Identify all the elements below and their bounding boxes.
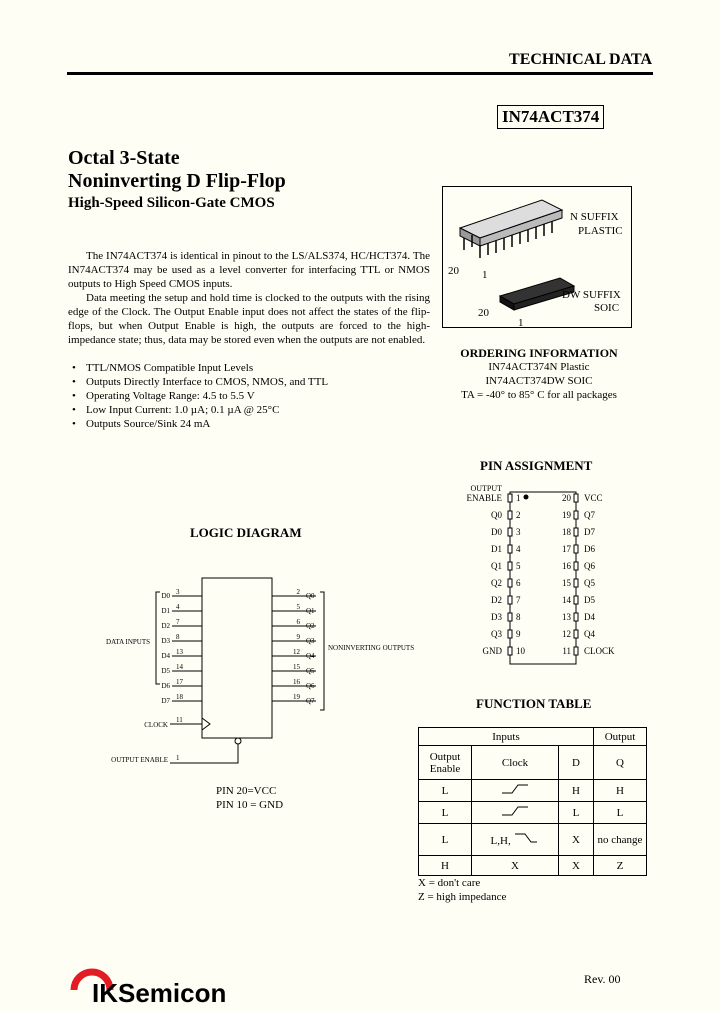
dw-suffix-label: DW SUFFIX xyxy=(562,289,621,301)
output-label: Q5 xyxy=(306,667,315,675)
ft-col-clock: Clock xyxy=(472,746,559,780)
pin-label-left: D2 xyxy=(491,595,502,605)
pin-label-right: D4 xyxy=(584,612,595,622)
ft-col-d: D xyxy=(559,746,594,780)
ft-cell: L xyxy=(419,802,472,824)
ft-col-q: Q xyxy=(594,746,647,780)
table-row xyxy=(419,824,647,856)
ft-cell: L xyxy=(419,780,472,802)
ordering-line3: TA = -40° to 85° C for all packages xyxy=(461,389,617,401)
pin20-note: PIN 20=VCC xyxy=(216,785,277,797)
pin-label-right: Q6 xyxy=(584,561,595,571)
n-pin20-label: 20 xyxy=(448,265,459,277)
ft-cell: L xyxy=(594,802,647,824)
pin-number-right: 18 xyxy=(562,527,571,537)
ft-cell: X xyxy=(472,856,559,876)
ft-cell: H xyxy=(559,780,594,802)
input-pin: 3 xyxy=(176,588,180,596)
pin-label-left: D3 xyxy=(491,612,502,622)
ft-cell: X xyxy=(559,856,594,876)
ordering-line2: IN74ACT374DW SOIC xyxy=(485,375,593,387)
output-label: Q1 xyxy=(306,607,315,615)
output-label: Q6 xyxy=(306,682,315,690)
description-p2: Data meeting the setup and hold time is clocked to the outputs with the rising edge of the Clock. The Output Enable input does not affect the states of the flip-flops, but when Output Enable is high, the outputs are forced to the high-impedance state; thus, data may be stored even when the outputs are not enabled. xyxy=(68,292,430,346)
clock-label: CLOCK xyxy=(144,721,168,729)
ft-note2: Z = high impedance xyxy=(418,891,507,903)
feature-list xyxy=(72,361,328,431)
input-label: D4 xyxy=(161,652,170,660)
n-type-label: PLASTIC xyxy=(578,225,623,237)
input-label: D6 xyxy=(161,682,170,690)
pin-label-right: Q4 xyxy=(584,629,595,639)
feature-item: • Low Input Current: 1.0 µA; 0.1 µA @ 25°C xyxy=(72,403,328,417)
ft-note1: X = don't care xyxy=(418,877,481,889)
feature-item: • Outputs Source/Sink 24 mA xyxy=(72,417,328,431)
pin-number-left: 5 xyxy=(516,561,521,571)
pin-assignment-heading: PIN ASSIGNMENT xyxy=(480,458,593,473)
pin-label-left: Q0 xyxy=(491,510,502,520)
ft-col-oe: Output Enable xyxy=(419,746,472,780)
pin-number-left: 6 xyxy=(516,578,521,588)
pin10-note: PIN 10 = GND xyxy=(216,799,284,811)
pin-number-right: 15 xyxy=(562,578,571,588)
input-label: D0 xyxy=(161,592,170,600)
header-rule xyxy=(67,72,653,75)
document-type: TECHNICAL DATA xyxy=(509,51,652,68)
output-label: Q2 xyxy=(306,622,315,630)
pin-label-left: D0 xyxy=(491,527,502,537)
ft-cell: no change xyxy=(594,824,647,856)
title-line1: Octal 3-State xyxy=(68,147,180,169)
pin-number-right: 19 xyxy=(562,510,571,520)
dw-type-label: SOIC xyxy=(594,302,620,314)
dip-package-icon xyxy=(460,200,562,258)
pin-label-left: Q3 xyxy=(491,629,502,639)
output-pin: 19 xyxy=(293,693,300,701)
input-pin: 7 xyxy=(176,618,180,626)
feature-item: • TTL/NMOS Compatible Input Levels xyxy=(72,361,328,375)
pin-number-left: 3 xyxy=(516,527,521,537)
feature-item: • Outputs Directly Interface to CMOS, NMOS, and TTL xyxy=(72,375,328,389)
n-suffix-label: N SUFFIX xyxy=(570,211,619,223)
table-row xyxy=(419,856,647,876)
output-pin: 2 xyxy=(296,588,300,596)
pin-label-right: D6 xyxy=(584,544,595,554)
pin-number-right: 20 xyxy=(562,493,571,503)
pin-label-right: Q5 xyxy=(584,578,595,588)
output-pin: 12 xyxy=(293,648,300,656)
output-pin: 9 xyxy=(296,633,300,641)
pin-number-right: 11 xyxy=(562,646,571,656)
pin-assignment-diagram xyxy=(450,480,630,670)
ft-clock-cell: L,H, xyxy=(472,824,559,856)
falling-edge-icon xyxy=(513,832,539,844)
pin-label-left: Q1 xyxy=(491,561,502,571)
dw-pin20-label: 20 xyxy=(478,307,489,319)
n-pin1-label: 1 xyxy=(482,269,488,281)
output-pin: 15 xyxy=(293,663,300,671)
ft-output-header: Output xyxy=(594,728,647,746)
output-pin: 16 xyxy=(293,678,300,686)
title-line2: Noninverting D Flip-Flop xyxy=(68,170,286,192)
ft-cell: H xyxy=(419,856,472,876)
pin-number-right: 12 xyxy=(562,629,571,639)
pin1-dot xyxy=(524,495,529,500)
description xyxy=(68,249,430,347)
function-table-heading: FUNCTION TABLE xyxy=(476,696,592,711)
pin-number-left: 9 xyxy=(516,629,521,639)
ft-cell: H xyxy=(594,780,647,802)
pin-number-left: 8 xyxy=(516,612,521,622)
output-label: Q7 xyxy=(306,697,315,705)
clock-pin: 11 xyxy=(176,716,183,724)
input-label: D5 xyxy=(161,667,170,675)
pin-number-left: 2 xyxy=(516,510,521,520)
dw-pin1-label: 1 xyxy=(518,317,524,329)
pin-label-right: D5 xyxy=(584,595,595,605)
ft-inputs-header: Inputs xyxy=(419,728,594,746)
data-inputs-label: DATA INPUTS xyxy=(106,638,150,646)
noninverting-outputs-label: NONINVERTING OUTPUTS xyxy=(328,644,415,652)
pin-label-left: GND xyxy=(482,646,502,656)
input-pin: 13 xyxy=(176,648,183,656)
rising-edge-icon xyxy=(472,802,559,824)
output-enable-label: OUTPUT ENABLE xyxy=(111,756,168,764)
rising-edge-icon xyxy=(472,780,559,802)
pin-number-left: 10 xyxy=(516,646,525,656)
feature-item: • Operating Voltage Range: 4.5 to 5.5 V xyxy=(72,389,328,403)
logic-diagram xyxy=(106,570,430,820)
input-label: D7 xyxy=(161,697,170,705)
company-logo xyxy=(70,962,260,1006)
pin-label-left: D1 xyxy=(491,544,502,554)
pin-label-right: D7 xyxy=(584,527,595,537)
pin-label-output: OUTPUT xyxy=(470,484,502,493)
pin-label-right: VCC xyxy=(584,493,603,503)
table-row xyxy=(419,802,647,824)
pin-label-right: Q7 xyxy=(584,510,595,520)
input-label: D1 xyxy=(161,607,170,615)
pin-label-left: ENABLE xyxy=(466,493,502,503)
pin-number-right: 14 xyxy=(562,595,571,605)
logic-diagram-heading: LOGIC DIAGRAM xyxy=(190,525,302,540)
output-label: Q4 xyxy=(306,652,315,660)
output-pin: 6 xyxy=(296,618,300,626)
input-pin: 8 xyxy=(176,633,180,641)
package-illustration xyxy=(442,186,632,328)
input-pin: 14 xyxy=(176,663,183,671)
part-number: IN74ACT374 xyxy=(497,105,604,129)
ft-cell: Z xyxy=(594,856,647,876)
output-label: Q0 xyxy=(306,592,315,600)
input-pin: 4 xyxy=(176,603,180,611)
revision: Rev. 00 xyxy=(584,972,621,986)
pin-number-left: 4 xyxy=(516,544,521,554)
pin-label-right: CLOCK xyxy=(584,646,615,656)
pin-label-left: Q2 xyxy=(491,578,502,588)
pin-number-right: 17 xyxy=(562,544,571,554)
pin-number-left: 1 xyxy=(516,493,521,503)
input-label: D2 xyxy=(161,622,170,630)
input-pin: 18 xyxy=(176,693,183,701)
description-p1: The IN74ACT374 is identical in pinout to the LS/ALS374, HC/HCT374. The IN74ACT374 may be used as a level converter for interfacing TTL or NMOS outputs to High Speed CMOS inputs. xyxy=(68,250,430,290)
ft-cell: L xyxy=(419,824,472,856)
ft-cell: X xyxy=(559,824,594,856)
oe-pin: 1 xyxy=(176,754,180,762)
subtitle: High-Speed Silicon-Gate CMOS xyxy=(68,195,275,211)
pin-number-left: 7 xyxy=(516,595,521,605)
ordering-heading: ORDERING INFORMATION xyxy=(460,346,618,360)
input-label: D3 xyxy=(161,637,170,645)
ordering-line1: IN74ACT374N Plastic xyxy=(488,361,590,373)
function-table xyxy=(418,727,647,876)
logo-text: IKSemicon xyxy=(92,978,227,1008)
table-row xyxy=(419,780,647,802)
input-pin: 17 xyxy=(176,678,183,686)
pin-number-right: 13 xyxy=(562,612,571,622)
pin-number-right: 16 xyxy=(562,561,571,571)
output-label: Q3 xyxy=(306,637,315,645)
ft-cell: L xyxy=(559,802,594,824)
output-pin: 5 xyxy=(296,603,300,611)
